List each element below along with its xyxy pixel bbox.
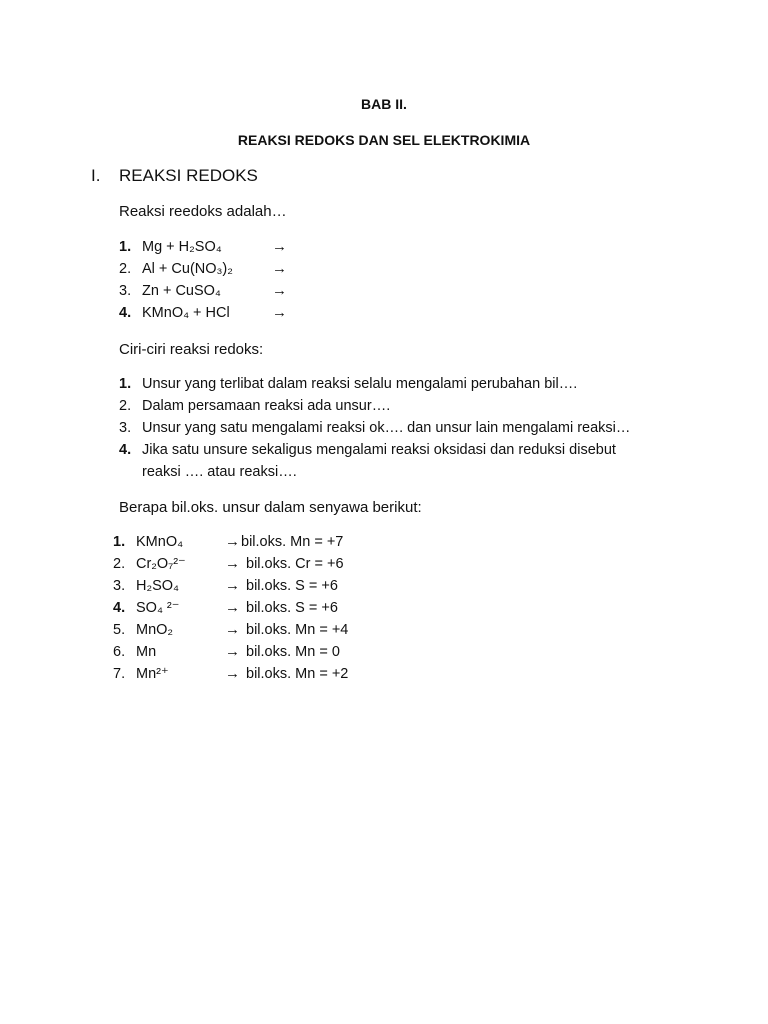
item-number: 4. (119, 305, 132, 321)
section-title: REAKSI REDOKS (119, 166, 258, 185)
section-number: I. (91, 166, 101, 185)
arrow-icon: → (272, 304, 287, 321)
arrow-icon: → (225, 555, 240, 572)
intro-text: Reaksi reedoks adalah… (119, 203, 287, 220)
item-number: 4. (119, 442, 132, 458)
chapter-label: BAB II. (361, 96, 407, 112)
biloks-heading: Berapa bil.oks. unsur dalam senyawa berikut: (119, 499, 422, 516)
item-number: 6. (113, 644, 126, 660)
biloks-result: bil.oks. S = +6 (246, 600, 338, 616)
arrow-icon: → (272, 282, 287, 299)
compound-formula: Mn (136, 644, 157, 660)
section-heading (91, 166, 258, 186)
biloks-result: bil.oks. Mn = +7 (241, 534, 344, 550)
item-number: 1. (119, 239, 132, 255)
item-number: 1. (113, 534, 126, 550)
ciri-text: Jika satu unsure sekaligus mengalami reaksi oksidasi dan reduksi disebut (142, 442, 616, 458)
biloks-result: bil.oks. Cr = +6 (246, 556, 344, 572)
ciri-text-continued: reaksi …. atau reaksi…. (142, 464, 297, 480)
arrow-icon: → (225, 665, 240, 682)
item-number: 3. (119, 420, 132, 436)
arrow-icon: → (225, 643, 240, 660)
compound-formula: MnO₂ (136, 622, 174, 638)
item-number: 4. (113, 600, 126, 616)
ciri-text: Dalam persamaan reaksi ada unsur…. (142, 398, 391, 414)
arrow-icon: → (225, 621, 240, 638)
item-number: 2. (113, 556, 126, 572)
item-number: 5. (113, 622, 126, 638)
biloks-result: bil.oks. S = +6 (246, 578, 338, 594)
item-number: 2. (119, 398, 132, 414)
reaction-formula: Zn + CuSO₄ (142, 283, 221, 299)
biloks-result: bil.oks. Mn = +2 (246, 666, 349, 682)
item-number: 2. (119, 261, 132, 277)
ciri-text: Unsur yang terlibat dalam reaksi selalu mengalami perubahan bil…. (142, 376, 578, 392)
arrow-icon: → (225, 599, 240, 616)
chapter-title: REAKSI REDOKS DAN SEL ELEKTROKIMIA (237, 132, 531, 148)
reaction-formula: KMnO₄ + HCl (142, 305, 230, 321)
biloks-result: bil.oks. Mn = 0 (246, 644, 340, 660)
arrow-icon: → (225, 533, 240, 550)
ciri-heading: Ciri-ciri reaksi redoks: (119, 341, 264, 358)
compound-formula: SO₄ ²⁻ (136, 600, 180, 616)
arrow-icon: → (272, 238, 287, 255)
item-number: 3. (113, 578, 126, 594)
arrow-icon: → (272, 260, 287, 277)
compound-formula: Cr₂O₇²⁻ (136, 556, 186, 572)
item-number: 3. (119, 283, 132, 299)
item-number: 1. (119, 376, 132, 392)
item-number: 7. (113, 666, 126, 682)
compound-formula: H₂SO₄ (136, 578, 179, 594)
ciri-text: Unsur yang satu mengalami reaksi ok…. dan unsur lain mengalami reaksi… (142, 420, 631, 436)
reaction-formula: Mg + H₂SO₄ (142, 239, 222, 255)
reaction-formula: Al + Cu(NO₃)₂ (142, 261, 233, 277)
compound-formula: Mn²⁺ (136, 666, 169, 682)
biloks-result: bil.oks. Mn = +4 (246, 622, 349, 638)
arrow-icon: → (225, 577, 240, 594)
compound-formula: KMnO₄ (136, 534, 184, 550)
